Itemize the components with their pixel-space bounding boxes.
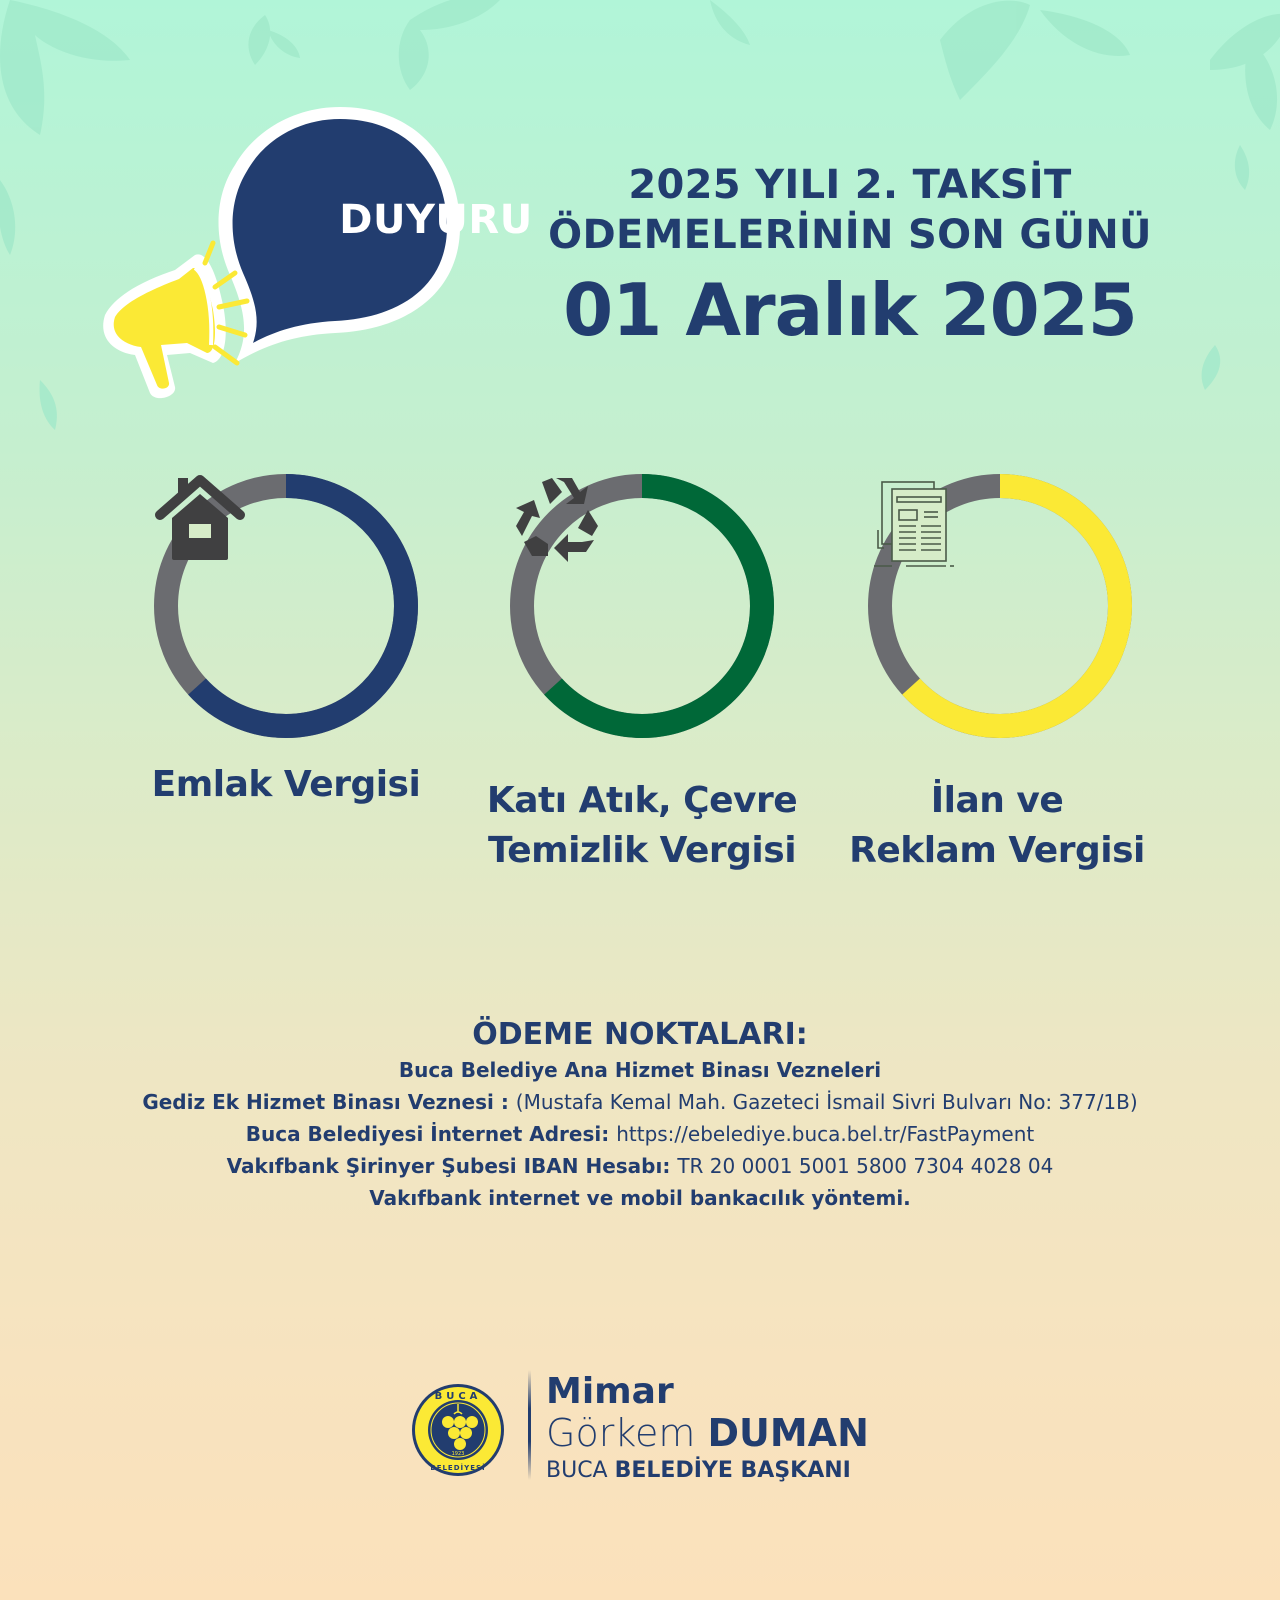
payment-point-mobile-banking — [60, 1182, 1220, 1214]
mayor-last-name: DUMAN — [707, 1411, 869, 1455]
tax-label-line: Temizlik Vergisi — [487, 830, 797, 871]
mayor-position — [546, 1456, 869, 1486]
payment-point-internet — [60, 1118, 1220, 1150]
tax-ring-emlak — [150, 470, 422, 742]
payment-point-iban — [60, 1150, 1220, 1182]
payment-point-label: Buca Belediyesi İnternet Adresi: — [245, 1122, 617, 1146]
tax-label-line: İlan ve — [930, 780, 1064, 821]
mayor-position-city: BUCA — [546, 1458, 615, 1483]
payment-point-gediz — [60, 1086, 1220, 1118]
mayor-name-block — [546, 1372, 869, 1486]
tax-label-ilan-reklam — [817, 776, 1177, 876]
speech-bubble-icon — [95, 105, 475, 415]
mayor-name — [546, 1412, 869, 1454]
recycle-icon — [506, 470, 606, 570]
headline-line-2: ÖDEMELERİNİN SON GÜNÜ — [548, 212, 1152, 258]
house-icon — [150, 470, 250, 570]
headline-line-1: 2025 YILI 2. TAKSİT — [628, 162, 1072, 208]
mayor-title-prefix: Mimar — [546, 1371, 674, 1412]
svg-text:BELEDİYESİ: BELEDİYESİ — [430, 1464, 486, 1472]
tax-ring-ilan-reklam — [864, 470, 1136, 742]
payment-point-label: Buca Belediye Ana Hizmet Binası Vezneleri — [398, 1058, 882, 1082]
footer-divider — [528, 1370, 531, 1480]
announcement-badge — [95, 105, 533, 415]
payment-points — [60, 1016, 1220, 1214]
payment-point-label: Vakıfbank internet ve mobil bankacılık yöntemi. — [369, 1186, 911, 1210]
tax-label-kati-atik — [462, 776, 822, 876]
newspaper-icon — [864, 470, 964, 570]
mayor-first-name: Görkem — [546, 1411, 708, 1455]
deadline-date: 01 Aralık 2025 — [563, 268, 1137, 352]
payment-point-label: Vakıfbank Şirinyer Şubesi IBAN Hesabı: — [226, 1154, 678, 1178]
svg-text:BUCA: BUCA — [434, 1391, 482, 1402]
tax-label-line: Katı Atık, Çevre — [486, 780, 798, 821]
headline — [520, 160, 1180, 354]
svg-text:1923: 1923 — [451, 1451, 465, 1457]
payment-point-address: (Mustafa Kemal Mah. Gazeteci İsmail Sivri Bulvarı No: 377/1B) — [515, 1090, 1138, 1114]
tax-ring-kati-atik — [506, 470, 778, 742]
mayor-position-role: BELEDİYE BAŞKANI — [614, 1458, 851, 1483]
announcement-label: DUYURU — [339, 197, 533, 243]
tax-label-line: Reklam Vergisi — [849, 830, 1145, 871]
payment-point-label: Gediz Ek Hizmet Binası Veznesi : — [142, 1090, 516, 1114]
iban-value: TR 20 0001 5001 5800 7304 4028 04 — [677, 1154, 1054, 1178]
payment-points-title: ÖDEME NOKTALARI: — [472, 1017, 808, 1052]
footer-signature — [410, 1370, 880, 1483]
payment-point-main-office — [60, 1054, 1220, 1086]
tax-label-emlak — [106, 760, 466, 810]
payment-url-link[interactable]: https://ebelediye.buca.bel.tr/FastPayment — [616, 1122, 1035, 1146]
buca-municipality-logo — [410, 1382, 506, 1478]
tax-label-line: Emlak Vergisi — [151, 764, 421, 805]
